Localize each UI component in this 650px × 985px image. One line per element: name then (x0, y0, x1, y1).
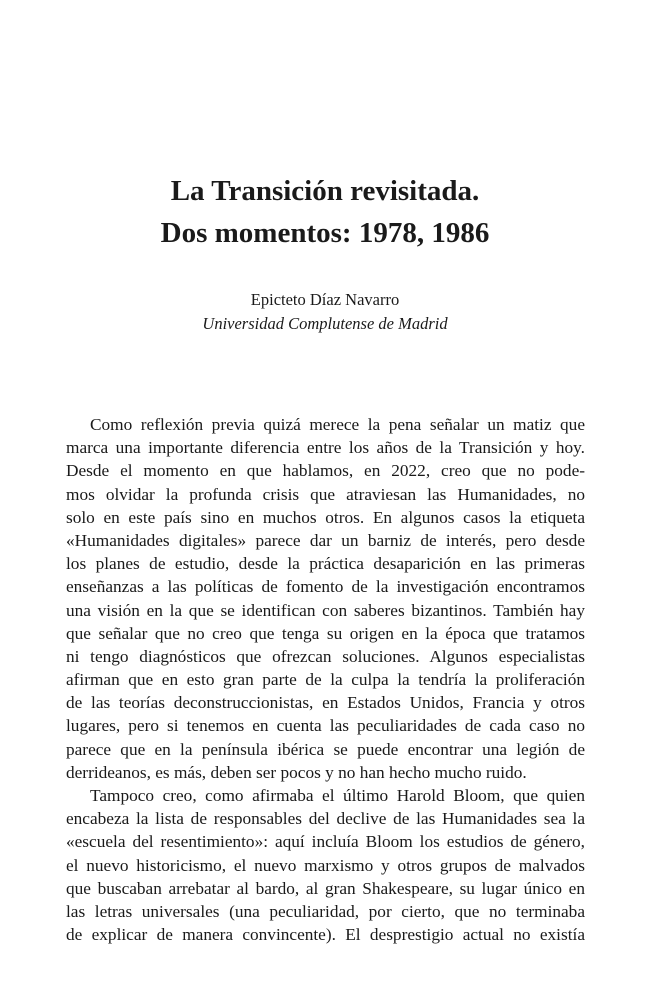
paragraph-2 (66, 784, 585, 946)
author-name: Epicteto Díaz Navarro (250, 290, 400, 309)
text-line: mos olvidar la profunda crisis que atraviesan las Humanidades, no (66, 484, 585, 504)
paragraph-1 (66, 413, 585, 784)
text-line: Como reflexión previa quizá merece la pena señalar un matiz que (90, 415, 585, 434)
text-line: enseñanzas a las políticas de fomento de la investigación encontramos (66, 577, 585, 597)
text-line: que buscaban arrebatar al bardo, al gran Shakespeare, su lugar único en (66, 878, 585, 898)
text-line: Tampoco creo, como afirmaba el último Harold Bloom, que quien (90, 786, 585, 805)
text-line: de las teorías deconstruccionistas, en Estados Unidos, Francia y otros (66, 693, 585, 713)
text-line: que señalar que no creo que tenga su origen en la época que tratamos (66, 623, 585, 643)
text-line: de explicar de manera convincente). El desprestigio actual no existía (66, 925, 585, 945)
author-affiliation: Universidad Complutense de Madrid (202, 314, 448, 333)
text-line: el nuevo historicismo, el nuevo marxismo y otros grupos de malvados (66, 855, 585, 875)
text-line: encabeza la lista de responsables del declive de las Humanidades sea la (66, 809, 585, 829)
text-line: marca una importante diferencia entre los años de la Transición y hoy. (66, 438, 585, 458)
text-line: ni tengo diagnósticos que ofrezcan soluciones. Algunos especialistas (66, 646, 585, 666)
title-line-2: Dos momentos: 1978, 1986 (160, 217, 490, 249)
text-line: lugares, pero si tenemos en cuenta las peculiaridades de cada caso no (66, 716, 585, 736)
text-line: derrideanos, es más, deben ser pocos y no han hecho mucho ruido. (66, 762, 527, 782)
text-line: «Humanidades digitales» parece dar un barniz de interés, pero desde (66, 530, 585, 550)
text-line: afirman que en esto gran parte de la culpa la tendría la proliferación (66, 670, 585, 690)
text-line: Desde el momento en que hablamos, en 2022, creo que no pode- (66, 461, 585, 481)
title-line-1: La Transición revisitada. (170, 175, 480, 207)
text-line: una visión en la que se identifican con saberes bizantinos. También hay (66, 600, 585, 620)
text-line: parece que en la península ibérica se puede encontrar una legión de (66, 739, 585, 759)
text-line: «escuela del resentimiento»: aquí incluía Bloom los estudios de género, (66, 832, 585, 852)
body-text (66, 413, 585, 946)
text-line: las letras universales (una peculiaridad, por cierto, que no terminaba (66, 901, 585, 921)
text-line: los planes de estudio, desde la práctica desaparición en las primeras (66, 554, 585, 574)
text-line: solo en este país sino en muchos otros. En algunos casos la etiqueta (66, 507, 585, 527)
